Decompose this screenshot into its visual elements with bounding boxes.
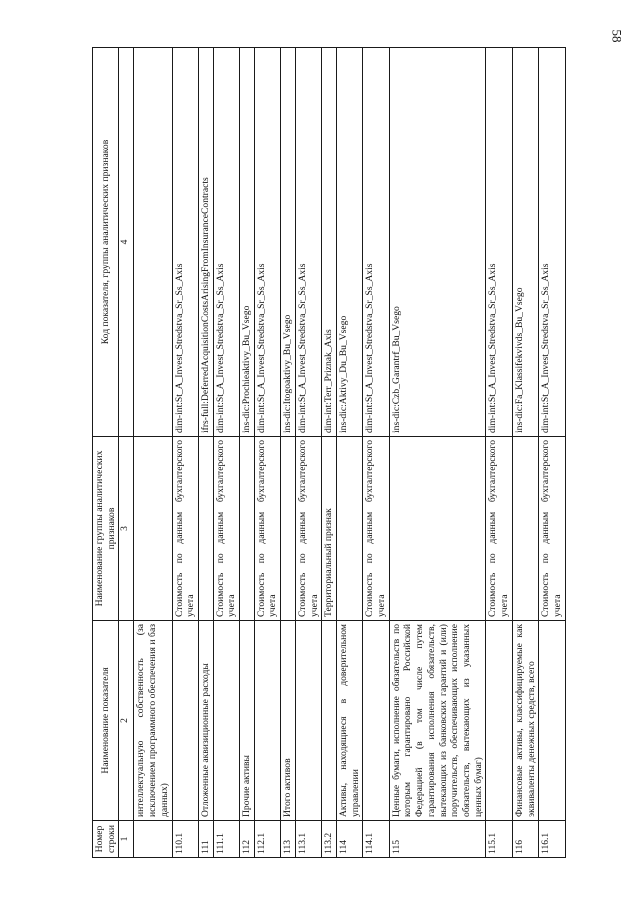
indicator-name-cell (539, 621, 565, 821)
column-number-row (119, 48, 134, 858)
table-row (240, 48, 255, 858)
indicator-name-cell: интеллектуальную собственность (за исключением программного обеспечения и баз данных) (134, 621, 172, 821)
header-row-number: Номер строки (93, 821, 119, 858)
table-row (254, 48, 280, 858)
table-row (539, 48, 565, 858)
code-cell: ins-dic:Itogoaktivy_Bu_Vsego (281, 48, 296, 437)
indicator-table (92, 47, 566, 858)
group-name-cell (389, 437, 486, 621)
code-cell: ifrs-full:DeferredAcquisitionCostsArisingFromInsuranceContracts (198, 48, 213, 437)
table-row (172, 48, 198, 858)
table-row (512, 48, 538, 858)
group-name-cell: Стоимость по данным бухгалтерского учета (213, 437, 239, 621)
code-cell: ins-dic:Aktivy_Du_Bu_Vsego (336, 48, 362, 437)
header-group-name: Наименование группы аналитических признаков (93, 437, 119, 621)
row-number-cell (134, 821, 172, 858)
row-number-cell: 111 (198, 821, 213, 858)
row-number-cell: 115.1 (486, 821, 512, 858)
group-name-cell: Стоимость по данным бухгалтерского учета (254, 437, 280, 621)
group-name-cell (281, 437, 296, 621)
code-cell: dim-int:St_A_Invest_Stredstva_Sr_Ss_Axis (254, 48, 280, 437)
column-number: 2 (119, 621, 134, 821)
group-name-cell: Стоимость по данным бухгалтерского учета (295, 437, 321, 621)
group-name-cell (512, 437, 538, 621)
table-body (134, 48, 565, 858)
code-cell: dim-int:St_A_Invest_Stredstva_Sr_Ss_Axis (539, 48, 565, 437)
row-number-cell: 113 (281, 821, 296, 858)
code-cell: dim-int:St_A_Invest_Stredstva_Sr_Ss_Axis (172, 48, 198, 437)
row-number-cell: 114.1 (363, 821, 389, 858)
code-cell: dim-int:Terr_Priznak_Axis (322, 48, 337, 437)
row-number-cell: 113.2 (322, 821, 337, 858)
table-row (134, 48, 172, 858)
page-number: 58 (609, 29, 625, 43)
indicator-name-cell (213, 621, 239, 821)
table-row (198, 48, 213, 858)
group-name-cell: Стоимость по данным бухгалтерского учета (486, 437, 512, 621)
indicator-name-cell: Отложенные аквизиционные расходы (198, 621, 213, 821)
row-number-cell: 116.1 (539, 821, 565, 858)
code-cell: dim-int:St_A_Invest_Stredstva_Sr_Ss_Axis (213, 48, 239, 437)
indicator-name-cell (363, 621, 389, 821)
row-number-cell: 111.1 (213, 821, 239, 858)
group-name-cell: Территориальный признак (322, 437, 337, 621)
group-name-cell: Стоимость по данным бухгалтерского учета (363, 437, 389, 621)
group-name-cell (198, 437, 213, 621)
indicator-name-cell (295, 621, 321, 821)
table-row (295, 48, 321, 858)
column-number: 4 (119, 48, 134, 437)
code-cell: dim-int:St_A_Invest_Stredstva_Sr_Ss_Axis (363, 48, 389, 437)
table-row (486, 48, 512, 858)
header-code: Код показателя, группы аналитических признаков (93, 48, 119, 437)
code-cell: dim-int:St_A_Invest_Stredstva_Sr_Ss_Axis (295, 48, 321, 437)
code-cell: ins-dic:Fa_Klassifekvivds_Bu_Vsego (512, 48, 538, 437)
row-number-cell: 112.1 (254, 821, 280, 858)
table-row (336, 48, 362, 858)
table-row (322, 48, 337, 858)
group-name-cell (134, 437, 172, 621)
header-indicator-name: Наименование показателя (93, 621, 119, 821)
indicator-name-cell (254, 621, 280, 821)
row-number-cell: 113.1 (295, 821, 321, 858)
table-row (363, 48, 389, 858)
table-row (281, 48, 296, 858)
group-name-cell: Стоимость по данным бухгалтерского учета (539, 437, 565, 621)
indicator-name-cell (322, 621, 337, 821)
code-cell (134, 48, 172, 437)
code-cell: dim-int:St_A_Invest_Stredstva_Sr_Ss_Axis (486, 48, 512, 437)
row-number-cell: 110.1 (172, 821, 198, 858)
group-name-cell (240, 437, 255, 621)
indicator-name-cell (486, 621, 512, 821)
group-name-cell: Стоимость по данным бухгалтерского учета (172, 437, 198, 621)
indicator-name-cell: Финансовые активы, классифицируемые как эквиваленты денежных средств, всего (512, 621, 538, 821)
header-row (93, 48, 119, 858)
row-number-cell: 116 (512, 821, 538, 858)
row-number-cell: 112 (240, 821, 255, 858)
row-number-cell: 115 (389, 821, 486, 858)
indicator-name-cell: Активы, находящиеся в доверительном управлении (336, 621, 362, 821)
table-row (213, 48, 239, 858)
column-number: 3 (119, 437, 134, 621)
indicator-name-cell: Ценные бумаги, исполнение обязательств по которым гарантировано Российской Федерацией (в том числе путем гарантирования исполнения обязательств, вытекающих из банковских гарантий и (или) поручительств, обеспечивающих исполнение обязательств, вытекающих из указанных ценных бумаг) (389, 621, 486, 821)
indicator-name-cell (172, 621, 198, 821)
code-cell: ins-dic:Prochieaktivy_Bu_Vsego (240, 48, 255, 437)
indicator-name-cell: Итого активов (281, 621, 296, 821)
group-name-cell (336, 437, 362, 621)
code-cell: ins-dic:Czb_Garantrf_Bu_Vsego (389, 48, 486, 437)
column-number: 1 (119, 821, 134, 858)
indicator-name-cell: Прочие активы (240, 621, 255, 821)
row-number-cell: 114 (336, 821, 362, 858)
table-row (389, 48, 486, 858)
rotated-table-container (92, 48, 612, 858)
